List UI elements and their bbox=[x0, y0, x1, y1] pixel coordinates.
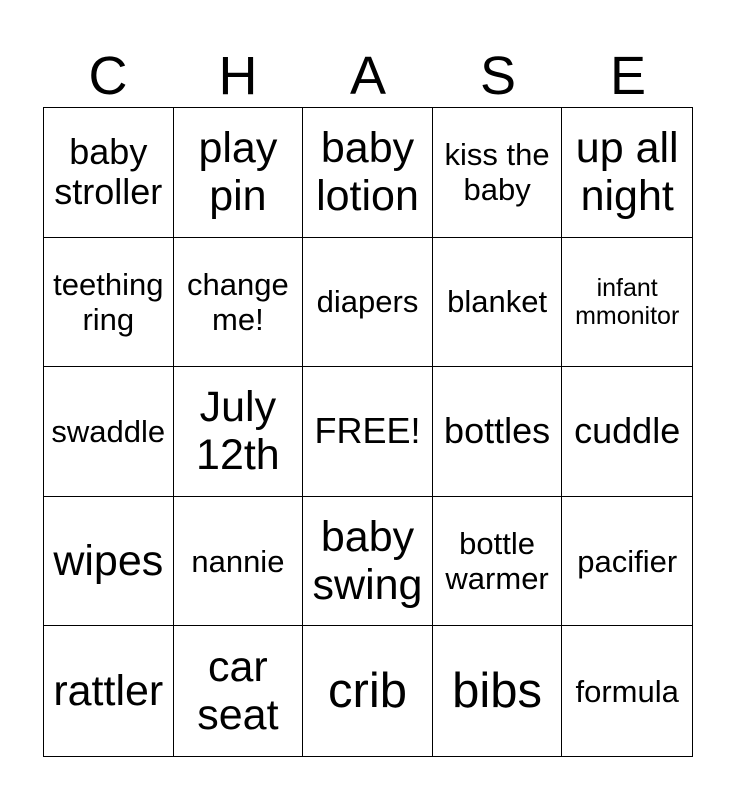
bingo-cell[interactable] bbox=[562, 626, 692, 756]
bingo-cell[interactable] bbox=[303, 367, 433, 497]
bingo-cell[interactable] bbox=[44, 497, 174, 627]
bingo-cell[interactable] bbox=[562, 367, 692, 497]
bingo-cell[interactable] bbox=[433, 238, 563, 368]
bingo-cell[interactable] bbox=[44, 367, 174, 497]
header-letter-e: E bbox=[609, 46, 647, 106]
cell-label: play pin bbox=[198, 123, 278, 221]
cell-label: cuddle bbox=[574, 410, 681, 452]
bingo-cell[interactable] bbox=[174, 238, 304, 368]
bingo-cell[interactable] bbox=[562, 497, 692, 627]
cell-label: diapers bbox=[316, 284, 419, 320]
bingo-header bbox=[43, 44, 693, 108]
bingo-cell[interactable] bbox=[303, 497, 433, 627]
cell-label: FREE! bbox=[314, 410, 421, 452]
bingo-cell[interactable] bbox=[44, 626, 174, 756]
bingo-cell[interactable] bbox=[303, 626, 433, 756]
cell-label: blanket bbox=[447, 284, 548, 320]
bingo-cell[interactable] bbox=[174, 626, 304, 756]
cell-label: rattler bbox=[53, 666, 164, 715]
cell-label: formula bbox=[575, 673, 679, 709]
header-letter-a: A bbox=[349, 46, 387, 106]
bingo-cell[interactable] bbox=[174, 367, 304, 497]
cell-label: infant mmonitor bbox=[575, 273, 680, 330]
cell-label: wipes bbox=[53, 536, 164, 585]
cell-label: swaddle bbox=[51, 413, 166, 449]
bingo-cell[interactable] bbox=[562, 108, 692, 238]
bingo-cell[interactable] bbox=[433, 108, 563, 238]
cell-label: kiss the baby bbox=[444, 137, 550, 208]
header-letter-h: H bbox=[218, 46, 258, 106]
bingo-board bbox=[43, 107, 693, 757]
cell-label: baby stroller bbox=[54, 130, 163, 213]
cell-label: nannie bbox=[191, 543, 285, 579]
header-letter-s: S bbox=[479, 46, 517, 106]
cell-label: baby lotion bbox=[316, 123, 419, 221]
bingo-cell[interactable] bbox=[44, 108, 174, 238]
cell-label: bottles bbox=[444, 410, 551, 452]
bingo-cell[interactable] bbox=[303, 108, 433, 238]
cell-label: crib bbox=[328, 663, 407, 718]
bingo-cell[interactable] bbox=[44, 238, 174, 368]
bingo-cell[interactable] bbox=[174, 497, 304, 627]
header-letter-c: C bbox=[88, 46, 128, 106]
cell-label: bottle warmer bbox=[445, 526, 549, 597]
bingo-cell[interactable] bbox=[174, 108, 304, 238]
cell-label: bibs bbox=[452, 663, 543, 718]
cell-label: change me! bbox=[187, 266, 289, 337]
bingo-cell[interactable] bbox=[433, 367, 563, 497]
cell-label: baby swing bbox=[312, 512, 423, 610]
bingo-cell[interactable] bbox=[433, 626, 563, 756]
bingo-cell[interactable] bbox=[433, 497, 563, 627]
cell-label: up all night bbox=[575, 123, 679, 221]
bingo-cell[interactable] bbox=[562, 238, 692, 368]
cell-label: car seat bbox=[197, 642, 279, 740]
bingo-cell[interactable] bbox=[303, 238, 433, 368]
cell-label: July 12th bbox=[196, 382, 280, 480]
cell-label: teething ring bbox=[53, 266, 164, 337]
cell-label: pacifier bbox=[577, 543, 678, 579]
